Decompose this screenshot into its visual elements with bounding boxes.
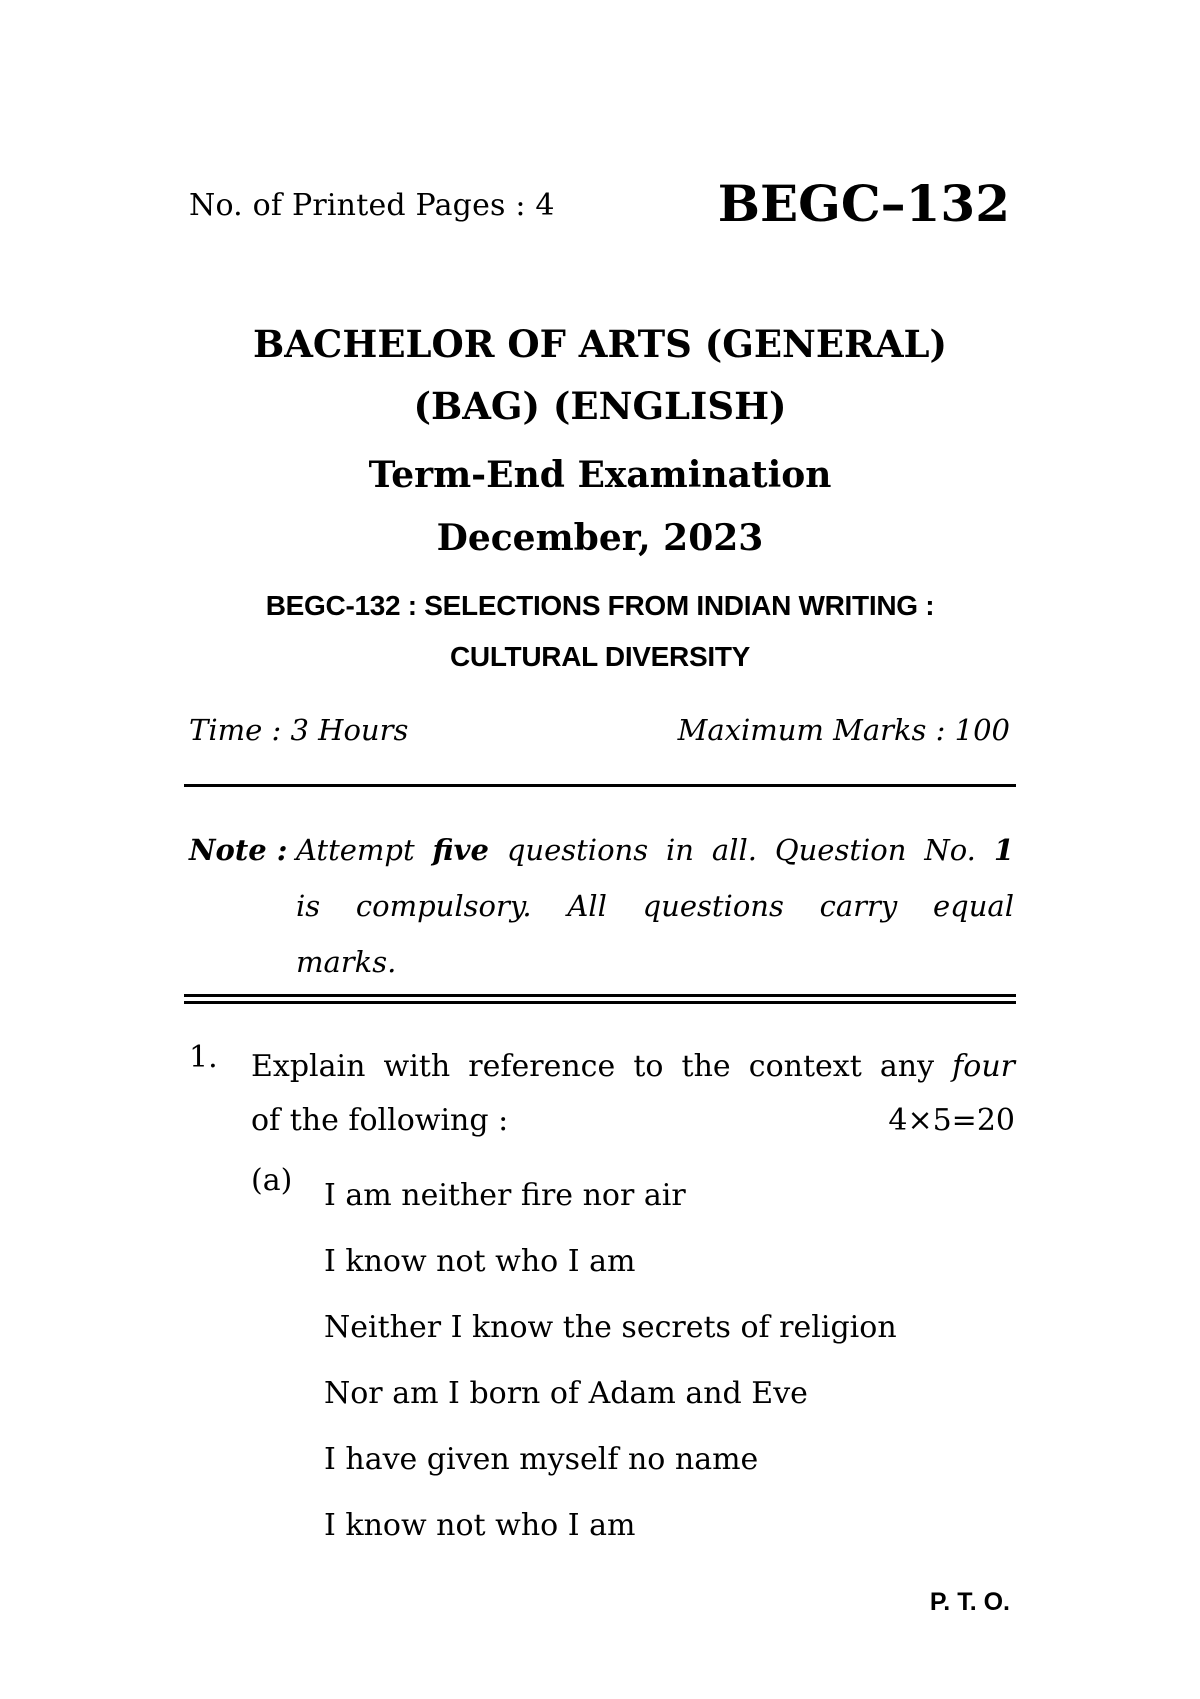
- programme-title: BACHELOR OF ARTS (GENERAL): [252, 322, 948, 366]
- question-marks: 4×5=20: [888, 1103, 1015, 1138]
- poem-line: I know not who I am: [324, 1244, 636, 1279]
- printed-pages-count: No. of Printed Pages : 4: [189, 188, 555, 223]
- programme-subtitle: (BAG) (ENGLISH): [413, 384, 787, 428]
- double-rule-bottom: [184, 1001, 1016, 1004]
- double-rule-top: [184, 994, 1016, 997]
- poem-excerpt: [324, 1163, 897, 1559]
- exam-date: December, 2023: [436, 517, 764, 559]
- exam-name: Term-End Examination: [368, 454, 832, 496]
- note-question-number: 1: [993, 833, 1014, 867]
- note-line-2: is compulsory. All questions carry equal: [296, 889, 1014, 923]
- poem-line: I have given myself no name: [324, 1442, 759, 1477]
- poem-line: I am neither fire nor air: [324, 1178, 686, 1213]
- course-code-header: BEGC–132: [717, 174, 1010, 233]
- maximum-marks: Maximum Marks : 100: [677, 713, 1010, 747]
- sub-question-label: (a): [251, 1163, 293, 1198]
- note-line-3: marks.: [296, 945, 397, 979]
- exam-time: Time : 3 Hours: [189, 713, 409, 747]
- question-number: 1.: [189, 1040, 218, 1075]
- poem-line: I know not who I am: [324, 1508, 636, 1543]
- divider-rule: [184, 784, 1016, 787]
- note-label: Note :: [189, 833, 288, 867]
- note-line-1: Attempt five questions in all. Question No. 1: [296, 833, 1014, 867]
- instructions-note: [189, 822, 1014, 979]
- question-line-1: Explain with reference to the context any four: [251, 1049, 1015, 1084]
- please-turn-over: P. T. O.: [929, 1588, 1010, 1616]
- question-line-2: of the following : 4×5=20: [251, 1094, 1015, 1148]
- poem-line: Neither I know the secrets of religion: [324, 1310, 897, 1345]
- note-body: [296, 822, 1014, 990]
- poem-line: Nor am I born of Adam and Eve: [324, 1376, 808, 1411]
- question-four-emphasis: four: [952, 1049, 1015, 1084]
- note-five-emphasis: five: [432, 833, 489, 867]
- course-title-line1: BEGC-132 : SELECTIONS FROM INDIAN WRITING :: [265, 590, 935, 621]
- question-text: [251, 1040, 1015, 1148]
- course-title-line2: CULTURAL DIVERSITY: [449, 641, 751, 672]
